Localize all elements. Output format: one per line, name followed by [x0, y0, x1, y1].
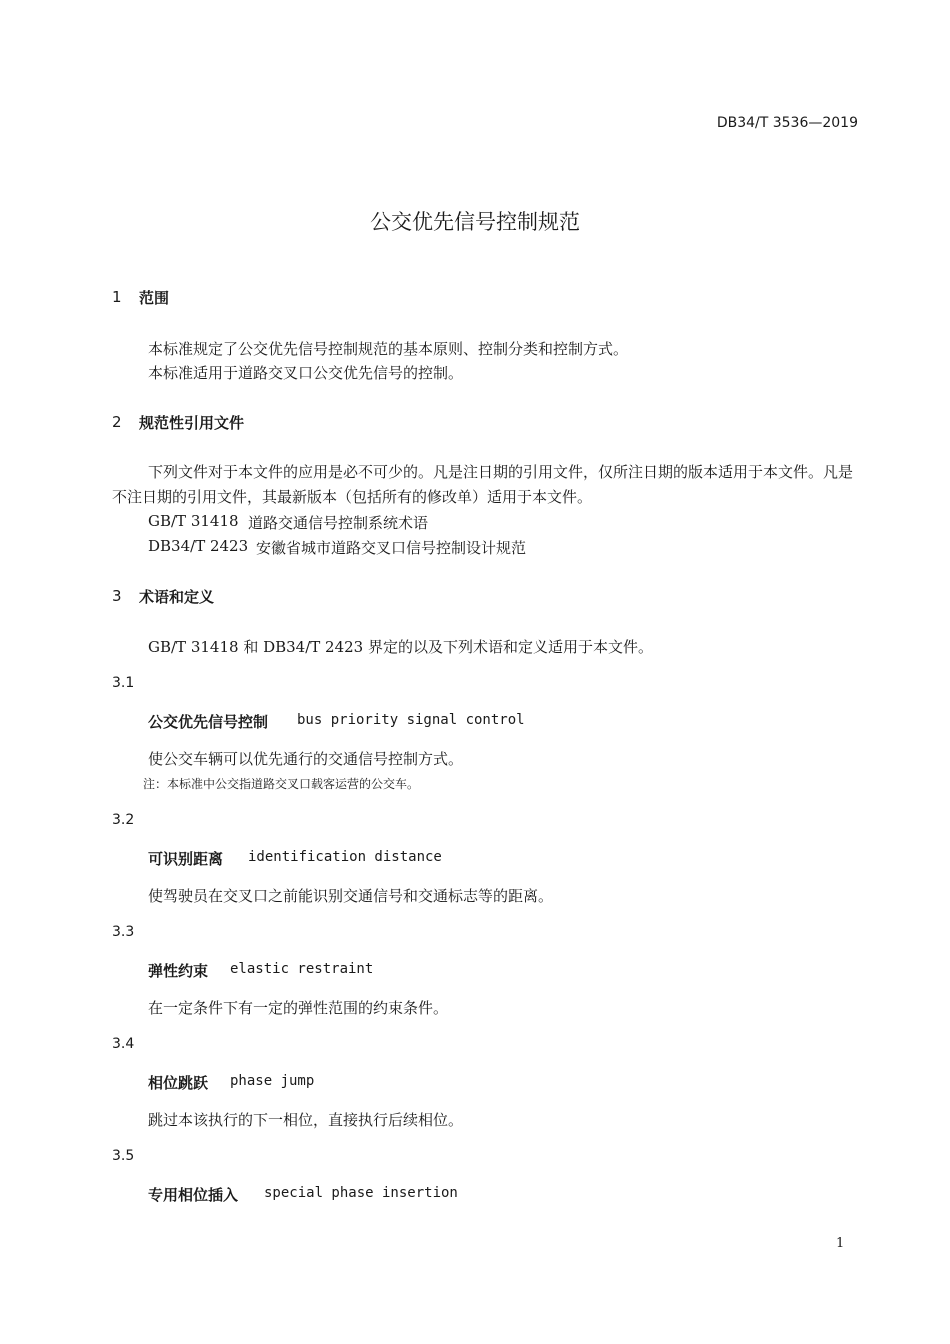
term-number: 3.2: [112, 812, 135, 828]
section-2-heading: 规范性引用文件: [139, 414, 245, 432]
document-code: DB34/T 3536—2019: [716, 115, 858, 131]
term-english: elastic restraint: [230, 961, 374, 977]
normative-reference-title: 安徽省城市道路交叉口信号控制设计规范: [256, 539, 527, 557]
term-note: 注：本标准中公交指道路交叉口载客运营的公交车。: [143, 777, 420, 791]
page-number: 1: [836, 1236, 845, 1251]
section-1-heading: 范围: [139, 289, 170, 307]
section-3-intro: GB/T 31418 和 DB34/T 2423 界定的以及下列术语和定义适用于本文件。: [148, 638, 653, 656]
term-number: 3.4: [112, 1036, 135, 1052]
term-chinese: 专用相位插入: [148, 1186, 239, 1204]
section-1-paragraph-2: 本标准适用于道路交叉口公交优先信号的控制。: [148, 364, 464, 382]
term-english: identification distance: [248, 849, 442, 865]
term-chinese: 弹性约束: [148, 962, 209, 980]
term-definition: 跳过本该执行的下一相位，直接执行后续相位。: [148, 1111, 464, 1129]
normative-reference-code: DB34/T 2423: [148, 537, 249, 555]
term-definition: 在一定条件下有一定的弹性范围的约束条件。: [148, 999, 449, 1017]
section-2-intro: 下列文件对于本文件的应用是必不可少的。凡是注日期的引用文件，仅所注日期的版本适用于本文件。凡是不注日期的引用文件，其最新版本（包括所有的修改单）适用于本文件。: [112, 463, 854, 506]
section-2-number: 2: [112, 413, 122, 431]
normative-reference-code: GB/T 31418: [148, 512, 239, 530]
term-english: phase jump: [230, 1073, 315, 1089]
section-3-heading: 术语和定义: [139, 588, 215, 606]
normative-reference-title: 道路交通信号控制系统术语: [248, 514, 429, 532]
term-chinese: 可识别距离: [148, 850, 224, 868]
section-1-paragraph-1: 本标准规定了公交优先信号控制规范的基本原则、控制分类和控制方式。: [148, 340, 629, 358]
section-3-number: 3: [112, 587, 122, 605]
term-english: bus priority signal control: [297, 712, 525, 728]
term-number: 3.3: [112, 924, 135, 940]
term-definition: 使驾驶员在交叉口之前能识别交通信号和交通标志等的距离。: [148, 887, 554, 905]
term-english: special phase insertion: [264, 1185, 458, 1201]
term-number: 3.5: [112, 1148, 135, 1164]
page-title: 公交优先信号控制规范: [370, 210, 580, 234]
term-chinese: 相位跳跃: [148, 1074, 209, 1092]
section-1-number: 1: [112, 288, 122, 306]
term-definition: 使公交车辆可以优先通行的交通信号控制方式。: [148, 750, 464, 768]
term-chinese: 公交优先信号控制: [148, 713, 269, 731]
term-number: 3.1: [112, 675, 135, 691]
